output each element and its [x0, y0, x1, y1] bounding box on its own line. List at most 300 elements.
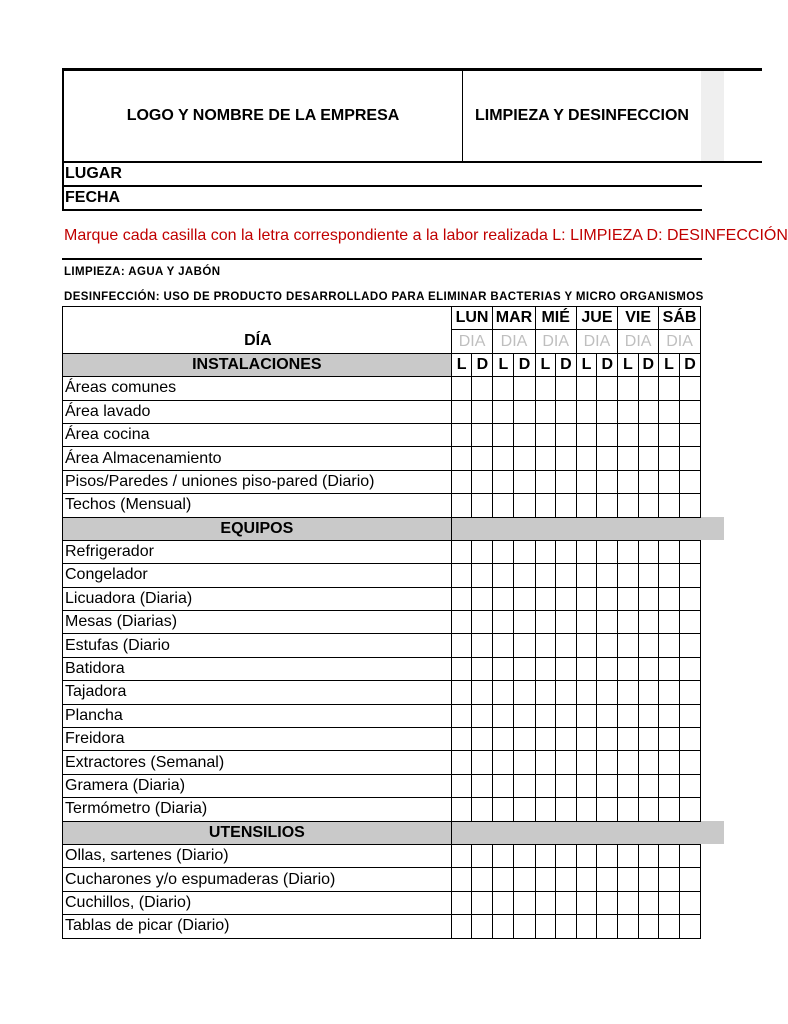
check-cell[interactable] [514, 681, 535, 704]
check-cell[interactable] [556, 798, 577, 821]
check-cell[interactable] [679, 377, 700, 400]
check-cell[interactable] [679, 728, 700, 751]
check-cell[interactable] [597, 915, 618, 938]
check-cell[interactable] [493, 587, 514, 610]
check-cell[interactable] [659, 634, 680, 657]
check-cell[interactable] [679, 681, 700, 704]
check-cell[interactable] [514, 611, 535, 634]
check-cell[interactable] [576, 540, 597, 563]
check-cell[interactable] [679, 447, 700, 470]
check-cell[interactable] [451, 377, 472, 400]
check-cell[interactable] [679, 657, 700, 680]
check-cell[interactable] [472, 611, 493, 634]
check-cell[interactable] [493, 657, 514, 680]
d-column-header: D [472, 353, 493, 376]
check-cell[interactable] [618, 447, 638, 470]
l-column-header: L [618, 353, 638, 376]
check-cell[interactable] [597, 798, 618, 821]
check-cell[interactable] [679, 774, 700, 797]
document-title: LIMPIEZA Y DESINFECCION [475, 107, 689, 124]
check-cell[interactable] [638, 844, 659, 867]
check-cell[interactable] [638, 891, 659, 914]
check-cell[interactable] [679, 634, 700, 657]
check-cell[interactable] [659, 377, 680, 400]
check-cell[interactable] [556, 751, 577, 774]
table-row [63, 681, 701, 704]
check-cell[interactable] [535, 891, 555, 914]
check-cell[interactable] [451, 400, 472, 423]
check-cell[interactable] [679, 798, 700, 821]
check-cell[interactable] [493, 540, 514, 563]
check-cell[interactable] [679, 915, 700, 938]
check-cell[interactable] [576, 494, 597, 517]
check-cell[interactable] [472, 844, 493, 867]
check-cell[interactable] [618, 704, 638, 727]
check-cell[interactable] [514, 377, 535, 400]
check-cell[interactable] [679, 611, 700, 634]
check-cell[interactable] [556, 423, 577, 446]
check-cell[interactable] [597, 704, 618, 727]
checklist-table [62, 306, 701, 939]
check-cell[interactable] [576, 447, 597, 470]
check-cell[interactable] [472, 891, 493, 914]
check-cell[interactable] [597, 377, 618, 400]
check-cell[interactable] [638, 704, 659, 727]
check-cell[interactable] [556, 657, 577, 680]
item-name: Ollas, sartenes (Diario) [63, 844, 452, 867]
check-cell[interactable] [576, 611, 597, 634]
table-row [63, 564, 701, 587]
check-cell[interactable] [638, 774, 659, 797]
check-cell[interactable] [659, 774, 680, 797]
check-cell[interactable] [576, 751, 597, 774]
check-cell[interactable] [535, 494, 555, 517]
check-cell[interactable] [451, 587, 472, 610]
check-cell[interactable] [618, 540, 638, 563]
check-cell[interactable] [514, 774, 535, 797]
check-cell[interactable] [679, 423, 700, 446]
check-cell[interactable] [659, 564, 680, 587]
check-cell[interactable] [535, 423, 555, 446]
check-cell[interactable] [659, 798, 680, 821]
check-cell[interactable] [679, 751, 700, 774]
check-cell[interactable] [659, 494, 680, 517]
check-cell[interactable] [514, 891, 535, 914]
check-cell[interactable] [618, 681, 638, 704]
check-cell[interactable] [556, 564, 577, 587]
check-cell[interactable] [472, 423, 493, 446]
check-cell[interactable] [514, 915, 535, 938]
check-cell[interactable] [472, 447, 493, 470]
check-cell[interactable] [556, 681, 577, 704]
table-row [63, 844, 701, 867]
check-cell[interactable] [493, 447, 514, 470]
check-cell[interactable] [638, 681, 659, 704]
check-cell[interactable] [472, 681, 493, 704]
check-cell[interactable] [679, 704, 700, 727]
section-fill [451, 821, 700, 844]
check-cell[interactable] [597, 868, 618, 891]
item-name: Gramera (Diaria) [63, 774, 452, 797]
check-cell[interactable] [451, 564, 472, 587]
check-cell[interactable] [597, 494, 618, 517]
check-cell[interactable] [638, 400, 659, 423]
check-cell[interactable] [597, 657, 618, 680]
check-cell[interactable] [556, 774, 577, 797]
check-cell[interactable] [556, 587, 577, 610]
check-cell[interactable] [493, 751, 514, 774]
check-cell[interactable] [493, 634, 514, 657]
check-cell[interactable] [535, 470, 555, 493]
check-cell[interactable] [535, 447, 555, 470]
lugar-field[interactable]: LUGAR [62, 163, 702, 187]
check-cell[interactable] [597, 634, 618, 657]
check-cell[interactable] [451, 798, 472, 821]
check-cell[interactable] [597, 447, 618, 470]
day-header-0: LUN [451, 307, 493, 330]
check-cell[interactable] [576, 681, 597, 704]
check-cell[interactable] [659, 423, 680, 446]
check-cell[interactable] [514, 470, 535, 493]
check-cell[interactable] [556, 611, 577, 634]
check-cell[interactable] [576, 634, 597, 657]
check-cell[interactable] [618, 494, 638, 517]
check-cell[interactable] [535, 377, 555, 400]
check-cell[interactable] [514, 634, 535, 657]
check-cell[interactable] [535, 587, 555, 610]
check-cell[interactable] [638, 657, 659, 680]
check-cell[interactable] [493, 915, 514, 938]
check-cell[interactable] [472, 470, 493, 493]
check-cell[interactable] [535, 915, 555, 938]
note-desinfeccion: DESINFECCIÓN: USO DE PRODUCTO DESARROLLADO PARA ELIMINAR BACTERIAS Y MICRO ORGANISMOS [64, 291, 704, 303]
date-placeholder-5[interactable]: DIA [659, 330, 701, 353]
check-cell[interactable] [514, 798, 535, 821]
date-placeholder-2[interactable]: DIA [535, 330, 576, 353]
check-cell[interactable] [576, 587, 597, 610]
check-cell[interactable] [597, 681, 618, 704]
check-cell[interactable] [472, 728, 493, 751]
table-row [63, 423, 701, 446]
check-cell[interactable] [659, 868, 680, 891]
check-cell[interactable] [451, 447, 472, 470]
check-cell[interactable] [472, 774, 493, 797]
check-cell[interactable] [618, 377, 638, 400]
check-cell[interactable] [659, 751, 680, 774]
check-cell[interactable] [679, 868, 700, 891]
check-cell[interactable] [514, 704, 535, 727]
check-cell[interactable] [638, 751, 659, 774]
check-cell[interactable] [451, 681, 472, 704]
check-cell[interactable] [576, 704, 597, 727]
check-cell[interactable] [576, 564, 597, 587]
check-cell[interactable] [451, 774, 472, 797]
check-cell[interactable] [679, 564, 700, 587]
check-cell[interactable] [576, 400, 597, 423]
check-cell[interactable] [493, 494, 514, 517]
date-placeholder-4[interactable]: DIA [618, 330, 659, 353]
check-cell[interactable] [556, 540, 577, 563]
check-cell[interactable] [618, 915, 638, 938]
check-cell[interactable] [535, 751, 555, 774]
check-cell[interactable] [556, 634, 577, 657]
table-row [63, 751, 701, 774]
check-cell[interactable] [638, 423, 659, 446]
check-cell[interactable] [556, 447, 577, 470]
table-row [63, 634, 701, 657]
check-cell[interactable] [451, 494, 472, 517]
check-cell[interactable] [451, 657, 472, 680]
check-cell[interactable] [514, 400, 535, 423]
item-name: Congelador [63, 564, 452, 587]
check-cell[interactable] [638, 587, 659, 610]
check-cell[interactable] [638, 377, 659, 400]
check-cell[interactable] [638, 494, 659, 517]
check-cell[interactable] [679, 587, 700, 610]
check-cell[interactable] [514, 494, 535, 517]
check-cell[interactable] [556, 377, 577, 400]
check-cell[interactable] [576, 798, 597, 821]
check-cell[interactable] [514, 587, 535, 610]
check-cell[interactable] [679, 494, 700, 517]
check-cell[interactable] [556, 915, 577, 938]
fecha-field[interactable]: FECHA [62, 187, 702, 211]
check-cell[interactable] [638, 728, 659, 751]
check-cell[interactable] [472, 494, 493, 517]
check-cell[interactable] [451, 611, 472, 634]
check-cell[interactable] [659, 447, 680, 470]
check-cell[interactable] [638, 611, 659, 634]
check-cell[interactable] [535, 728, 555, 751]
check-cell[interactable] [618, 774, 638, 797]
check-cell[interactable] [493, 564, 514, 587]
check-cell[interactable] [493, 423, 514, 446]
check-cell[interactable] [679, 470, 700, 493]
check-cell[interactable] [493, 400, 514, 423]
check-cell[interactable] [679, 844, 700, 867]
check-cell[interactable] [472, 377, 493, 400]
check-cell[interactable] [618, 564, 638, 587]
item-name: Estufas (Diario [63, 634, 452, 657]
check-cell[interactable] [597, 564, 618, 587]
check-cell[interactable] [472, 634, 493, 657]
check-cell[interactable] [659, 657, 680, 680]
check-cell[interactable] [451, 915, 472, 938]
table-row [63, 400, 701, 423]
check-cell[interactable] [638, 634, 659, 657]
check-cell[interactable] [597, 844, 618, 867]
check-cell[interactable] [679, 540, 700, 563]
check-cell[interactable] [535, 400, 555, 423]
check-cell[interactable] [576, 774, 597, 797]
check-cell[interactable] [638, 564, 659, 587]
check-cell[interactable] [451, 634, 472, 657]
check-cell[interactable] [472, 400, 493, 423]
check-cell[interactable] [556, 400, 577, 423]
item-name: Pisos/Paredes / uniones piso-pared (Diario) [63, 470, 452, 493]
check-cell[interactable] [618, 400, 638, 423]
check-cell[interactable] [535, 657, 555, 680]
date-placeholder-0[interactable]: DIA [451, 330, 493, 353]
item-name: Plancha [63, 704, 452, 727]
check-cell[interactable] [597, 611, 618, 634]
check-cell[interactable] [576, 423, 597, 446]
check-cell[interactable] [618, 587, 638, 610]
check-cell[interactable] [514, 657, 535, 680]
check-cell[interactable] [535, 611, 555, 634]
check-cell[interactable] [659, 704, 680, 727]
date-placeholder-1[interactable]: DIA [493, 330, 535, 353]
check-cell[interactable] [638, 447, 659, 470]
check-cell[interactable] [514, 751, 535, 774]
check-cell[interactable] [493, 798, 514, 821]
check-cell[interactable] [514, 540, 535, 563]
check-cell[interactable] [618, 868, 638, 891]
check-cell[interactable] [597, 400, 618, 423]
header-box [62, 68, 762, 163]
check-cell[interactable] [451, 470, 472, 493]
check-cell[interactable] [597, 891, 618, 914]
check-cell[interactable] [638, 798, 659, 821]
check-cell[interactable] [556, 728, 577, 751]
check-cell[interactable] [679, 400, 700, 423]
check-cell[interactable] [556, 494, 577, 517]
check-cell[interactable] [576, 470, 597, 493]
check-cell[interactable] [451, 704, 472, 727]
check-cell[interactable] [493, 377, 514, 400]
check-cell[interactable] [493, 611, 514, 634]
check-cell[interactable] [514, 423, 535, 446]
check-cell[interactable] [618, 611, 638, 634]
check-cell[interactable] [472, 587, 493, 610]
check-cell[interactable] [514, 728, 535, 751]
check-cell[interactable] [535, 868, 555, 891]
check-cell[interactable] [514, 868, 535, 891]
check-cell[interactable] [535, 634, 555, 657]
check-cell[interactable] [618, 844, 638, 867]
check-cell[interactable] [535, 681, 555, 704]
check-cell[interactable] [556, 470, 577, 493]
table-row [63, 774, 701, 797]
check-cell[interactable] [451, 751, 472, 774]
check-cell[interactable] [618, 751, 638, 774]
check-cell[interactable] [472, 540, 493, 563]
check-cell[interactable] [472, 657, 493, 680]
check-cell[interactable] [451, 891, 472, 914]
check-cell[interactable] [638, 915, 659, 938]
check-cell[interactable] [535, 704, 555, 727]
check-cell[interactable] [659, 470, 680, 493]
check-cell[interactable] [679, 891, 700, 914]
check-cell[interactable] [597, 423, 618, 446]
check-cell[interactable] [493, 844, 514, 867]
d-column-header: D [679, 353, 700, 376]
check-cell[interactable] [576, 868, 597, 891]
check-cell[interactable] [472, 751, 493, 774]
check-cell[interactable] [514, 447, 535, 470]
check-cell[interactable] [638, 470, 659, 493]
check-cell[interactable] [618, 728, 638, 751]
check-cell[interactable] [451, 423, 472, 446]
check-cell[interactable] [556, 868, 577, 891]
check-cell[interactable] [472, 915, 493, 938]
check-cell[interactable] [472, 868, 493, 891]
check-cell[interactable] [659, 400, 680, 423]
check-cell[interactable] [659, 728, 680, 751]
check-cell[interactable] [556, 844, 577, 867]
check-cell[interactable] [597, 751, 618, 774]
check-cell[interactable] [659, 915, 680, 938]
check-cell[interactable] [493, 891, 514, 914]
check-cell[interactable] [535, 774, 555, 797]
section-fill [451, 517, 700, 540]
check-cell[interactable] [493, 681, 514, 704]
check-cell[interactable] [451, 728, 472, 751]
check-cell[interactable] [514, 844, 535, 867]
check-cell[interactable] [597, 540, 618, 563]
check-cell[interactable] [638, 868, 659, 891]
table-row [63, 915, 701, 938]
check-cell[interactable] [659, 540, 680, 563]
l-column-header: L [576, 353, 597, 376]
check-cell[interactable] [451, 540, 472, 563]
check-cell[interactable] [618, 634, 638, 657]
check-cell[interactable] [493, 774, 514, 797]
check-cell[interactable] [597, 728, 618, 751]
check-cell[interactable] [659, 587, 680, 610]
check-cell[interactable] [514, 564, 535, 587]
check-cell[interactable] [535, 564, 555, 587]
check-cell[interactable] [576, 891, 597, 914]
day-header-2: MIÉ [535, 307, 576, 330]
check-cell[interactable] [556, 704, 577, 727]
check-cell[interactable] [659, 611, 680, 634]
check-cell[interactable] [472, 798, 493, 821]
check-cell[interactable] [576, 657, 597, 680]
check-cell[interactable] [451, 844, 472, 867]
check-cell[interactable] [597, 774, 618, 797]
check-cell[interactable] [659, 891, 680, 914]
check-cell[interactable] [618, 423, 638, 446]
check-cell[interactable] [472, 704, 493, 727]
check-cell[interactable] [618, 891, 638, 914]
check-cell[interactable] [618, 470, 638, 493]
check-cell[interactable] [597, 470, 618, 493]
item-name: Tajadora [63, 681, 452, 704]
check-cell[interactable] [451, 868, 472, 891]
check-cell[interactable] [576, 844, 597, 867]
check-cell[interactable] [576, 377, 597, 400]
check-cell[interactable] [618, 657, 638, 680]
check-cell[interactable] [535, 540, 555, 563]
check-cell[interactable] [472, 564, 493, 587]
date-placeholder-3[interactable]: DIA [576, 330, 617, 353]
check-cell[interactable] [535, 844, 555, 867]
check-cell[interactable] [659, 681, 680, 704]
check-cell[interactable] [535, 798, 555, 821]
check-cell[interactable] [493, 470, 514, 493]
check-cell[interactable] [659, 844, 680, 867]
check-cell[interactable] [576, 915, 597, 938]
check-cell[interactable] [556, 891, 577, 914]
check-cell[interactable] [493, 704, 514, 727]
check-cell[interactable] [493, 728, 514, 751]
check-cell[interactable] [576, 728, 597, 751]
check-cell[interactable] [638, 540, 659, 563]
check-cell[interactable] [493, 868, 514, 891]
check-cell[interactable] [618, 798, 638, 821]
check-cell[interactable] [597, 587, 618, 610]
